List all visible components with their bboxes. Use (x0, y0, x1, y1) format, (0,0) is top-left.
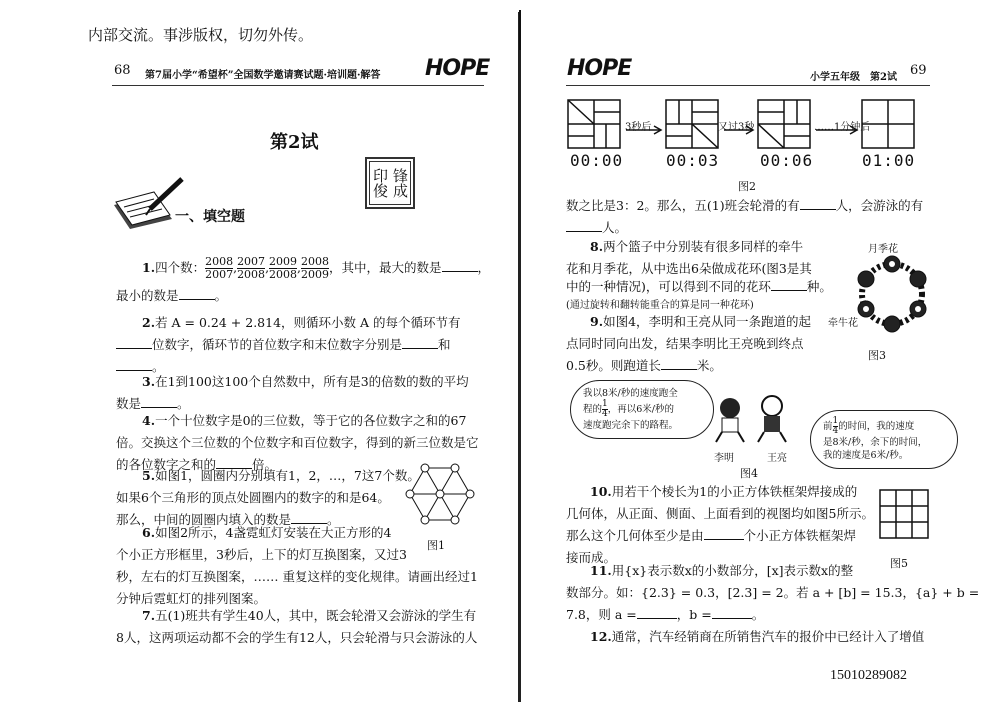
q6-line2: 个小正方形框里，3秒后，上下的灯互换图案，又过3 (116, 547, 407, 562)
q9-line2: 点同时同向出发，结果李明比王亮晚到终点 (566, 336, 804, 351)
fig2-time-1: 00:00 (570, 151, 624, 170)
left-page-number: 68 (114, 63, 131, 78)
fig4-runners-illustration (712, 394, 792, 446)
q9-line1: 9.如图4，李明和王亮从同一条跑道的起 (590, 314, 812, 329)
q10-line4: 接而成。 (566, 550, 617, 565)
q7-line2: 8人，这两项运动都不会的学生有12人，只会轮滑与只会游泳的人 (116, 630, 478, 645)
q1-pre: 四个数： (155, 260, 206, 275)
q3-line1: 3.在1到100这100个自然数中，所有是3的倍数的数的平均 (142, 374, 469, 389)
q2-line3: 。 (116, 356, 165, 378)
q1-number: 1. (142, 260, 156, 275)
left-hope-logo: HOPE (425, 56, 490, 81)
fig4-name-wangliang: 王亮 (767, 453, 787, 464)
right-page-number: 69 (910, 63, 927, 78)
q1-frac-2: $\frac{2007}{2008}$ (237, 255, 266, 281)
fig2-arrow-3: ……1分钟后 (814, 122, 871, 133)
fig4-speech-bubble-right: 前 $\frac{1}{4}$ 的时间，我的速度 是8米/秒，余下的时间， 我的速度是6米/秒。 (810, 410, 958, 469)
fig3-label-morning-glory: 牵牛花 (828, 318, 858, 329)
q12-line1: 12.通常，汽车经销商在所销售汽车的报价中已经计入了增值 (590, 629, 925, 644)
figure-5-caption: 图5 (890, 557, 908, 570)
q2-line1: 2.若 A = 0.24 + 2.814，则循环小数 A 的每个循环节有 (142, 315, 461, 330)
right-header-rule (566, 85, 930, 86)
q6-line1: 6.如图2所示，4盏霓虹灯安装在大正方形的4 (142, 525, 392, 540)
q2-line2: 位数字，循环节的首位数字和末位数字分别是 和 (116, 334, 451, 356)
figure-1-caption: 图1 (427, 539, 445, 552)
spine-top-mark (519, 10, 521, 50)
figure-5-grid (878, 488, 932, 542)
figure-1-hexagon (405, 462, 475, 526)
fig2-time-2: 00:03 (666, 151, 720, 170)
phone-number: 15010289082 (830, 668, 907, 683)
right-hope-logo: HOPE (567, 56, 632, 81)
q8-note: (通过旋转和翻转能重合的算是同一种花环) (566, 300, 754, 311)
fig2-arrow-1: 3秒后 (625, 122, 652, 133)
q1-frac-3: $\frac{2009}{2008}$ (269, 255, 298, 281)
q10-line2: 几何体，从正面、侧面、上面看到的视图均如图5所示。 (566, 506, 874, 521)
q5-line2: 如果6个三角形的顶点处圆圈内的数字的和是64。 (116, 490, 390, 505)
test-title: 第2试 (270, 132, 319, 153)
q10-line1: 10.用若干个棱长为1的小正方体铁框架焊接成的 (590, 484, 858, 499)
q4-line2: 倍。交换这个三位数的个位数字和百位数字，得到的新三位数是它 (116, 435, 479, 450)
q7-cont-line2: 人。 (566, 217, 627, 239)
right-header-title: 小学五年级 第2试 (810, 72, 897, 83)
watermark-text: 内部交流。事涉版权，切勿外传。 (88, 26, 314, 44)
section-heading: 一、填空题 (175, 209, 245, 225)
figure-2-caption: 图2 (738, 180, 756, 193)
q7-cont-line1: 数之比是3：2。那么，五(1)班会轮滑的有 人，会游泳的有 (566, 198, 924, 213)
seal-text: 锋成印俊 (369, 161, 411, 205)
q3-line2: 数是 。 (116, 396, 190, 411)
q4-line1: 4.一个十位数字是0的三位数，等于它的各位数字之和的67 (142, 413, 467, 428)
q1-line1: 1.四个数： $\frac{2008}{2007}$ , $\frac{2007}{2008}$ , $\frac{2009}{2008}$ , $\frac{2008}{2009}$ ，其中，最大的数是 ， (142, 255, 491, 281)
q9-line3: 0.5秒。则跑道长 米。 (566, 358, 722, 373)
fig2-time-4: 01:00 (862, 151, 916, 170)
figure-3-caption: 图3 (868, 349, 886, 362)
fig4-speech-bubble-left: 我以8米/秒的速度跑全 程的 $\frac{1}{4}$ ，再以6米/秒的 速度跑完余下的路程。 (570, 380, 714, 439)
q8-line3: 中的一种情况)，可以得到不同的花环 种。 (566, 279, 832, 294)
page-spine (518, 12, 521, 702)
q8-line2: 花和月季花，从中选出6朵做成花环(图3是其 (566, 261, 812, 276)
q4-line3: 的各位数字之和的 倍。 (116, 457, 278, 472)
q6-line4: 分钟后霓虹灯的排列图案。 (116, 591, 267, 606)
q11-line1: 11.用{x}表示数x的小数部分，[x]表示数x的整 (590, 563, 854, 578)
seal-stamp (365, 157, 415, 209)
fig2-arrow-2: 又过3秒 (718, 122, 755, 133)
q7-line1: 7.五(1)班共有学生40人，其中，既会轮滑又会游泳的学生有 (142, 608, 477, 623)
fig3-label-rose: 月季花 (868, 244, 898, 255)
q1-line2: 最小的数是 。 (116, 288, 228, 303)
q11-line3: 7.8，则 a = ，b = 。 (566, 607, 765, 622)
left-header-title: 第7届小学“希望杯”全国数学邀请赛试题·培训题·解答 (145, 70, 381, 81)
q11-line2: 数部分。如：{2.3} = 0.3，[2.3] = 2。若 a + [b] = 15.3，{a} + b = (566, 585, 980, 600)
q8-line1: 8.两个篮子中分别装有很多同样的牵牛 (590, 239, 804, 254)
q5-line3: 那么，中间的圆圈内填入的数是 。 (116, 512, 340, 527)
left-header-rule (112, 85, 484, 86)
q10-line3: 那么这个几何体至少是由 个小正方体铁框架焊 (566, 528, 857, 543)
figure-3-wreath (850, 252, 934, 336)
q1-frac-1: $\frac{2008}{2007}$ (205, 255, 234, 281)
q6-line3: 秒，左右的灯互换图案，…… 重复这样的变化规律。请画出经过1 (116, 569, 478, 584)
fig2-time-3: 00:06 (760, 151, 814, 170)
figure-4-caption: 图4 (740, 467, 758, 480)
q1-post: ，其中，最大的数是 (329, 260, 442, 275)
q5-line1: 5.如图1，圆圈内分别填有1，2，…，7这7个数。 (142, 468, 420, 483)
fig4-name-liming: 李明 (714, 453, 734, 464)
q1-frac-4: $\frac{2008}{2009}$ (301, 255, 330, 281)
